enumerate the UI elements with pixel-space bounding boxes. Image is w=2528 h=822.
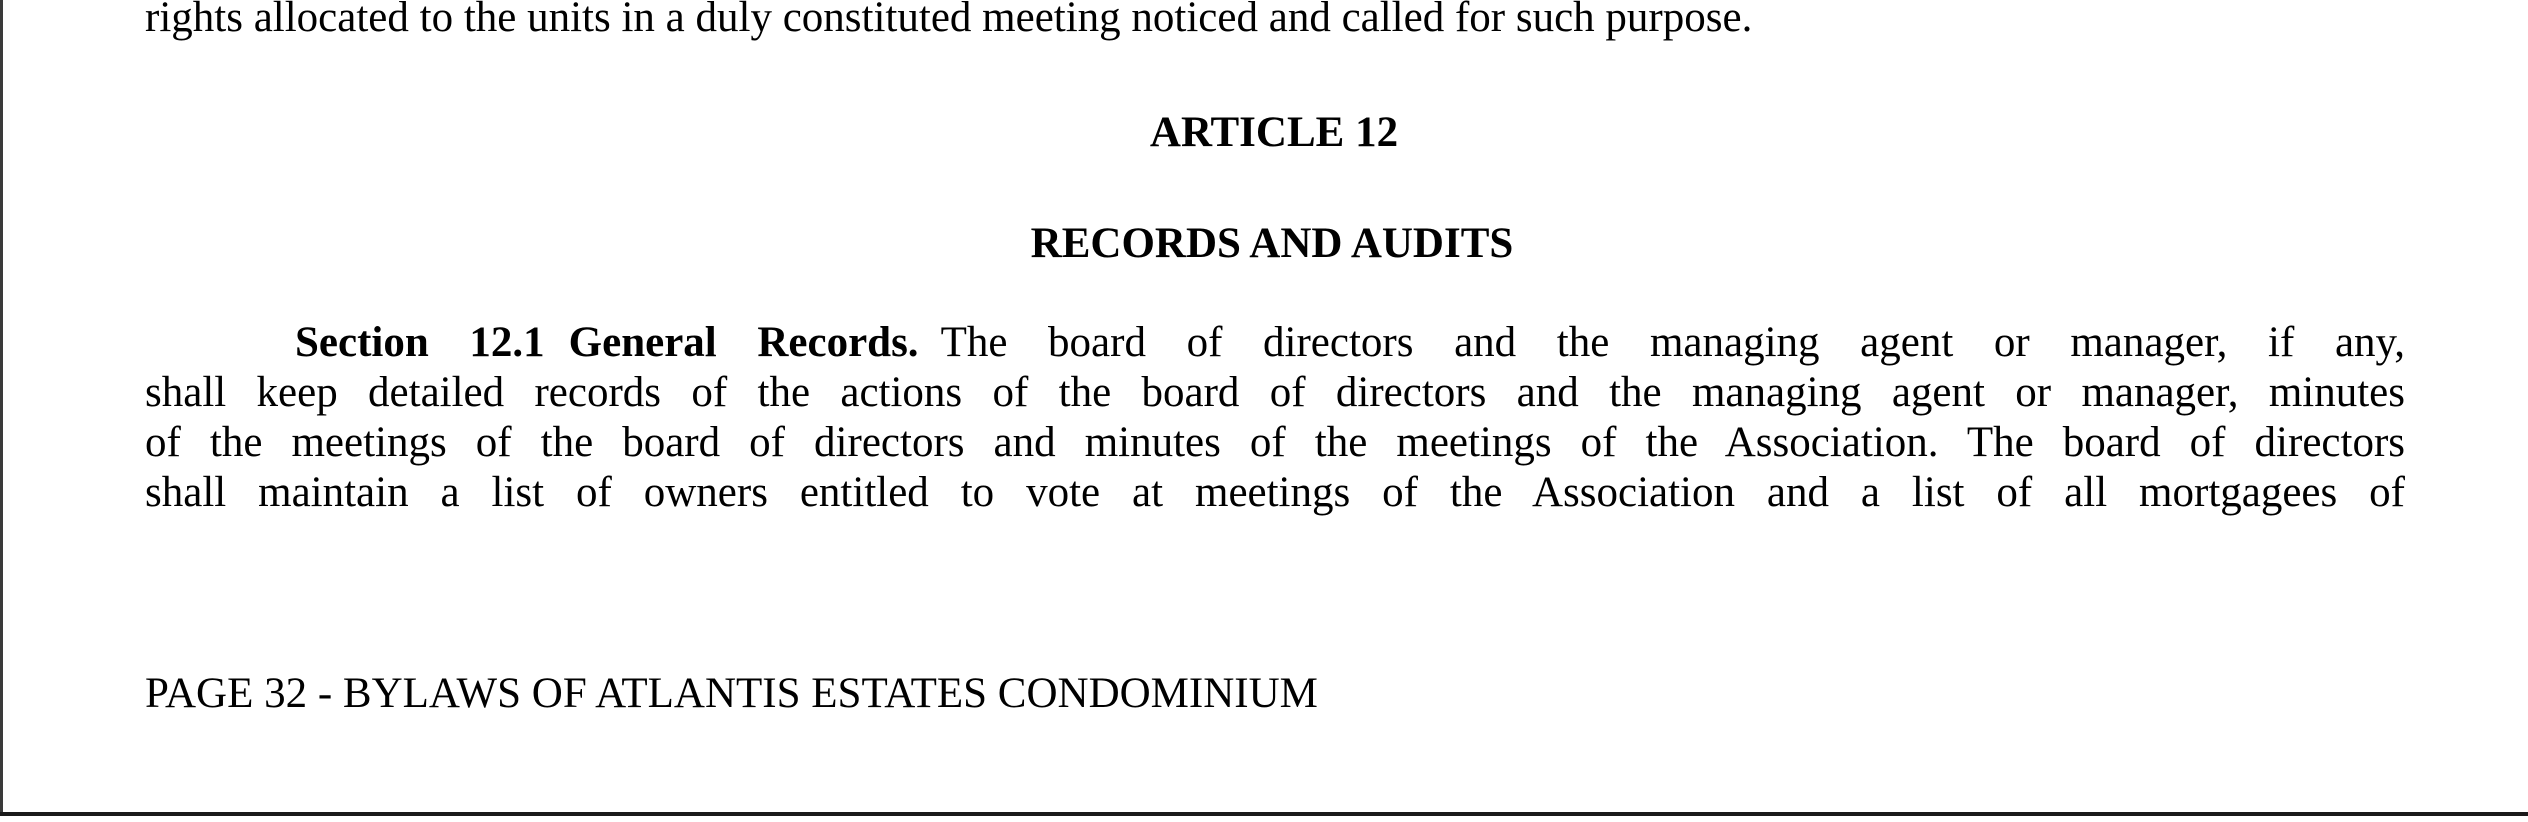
- section-title: General Records.: [568, 319, 919, 366]
- article-title: RECORDS AND AUDITS: [1030, 220, 1514, 267]
- page-bottom-edge: [0, 812, 2528, 816]
- section-paragraph: [145, 318, 2405, 518]
- section-number: Section 12.1: [295, 319, 545, 366]
- carryover-text-line: rights allocated to the units in a duly constituted meeting noticed and called for such purpose.: [145, 0, 1753, 41]
- page-footer: PAGE 32 - BYLAWS OF ATLANTIS ESTATES CONDOMINIUM: [145, 670, 1318, 717]
- paragraph-line-4: shall maintain a list of owners entitled to vote at meetings of the Association and a list of all mortgagees of: [145, 469, 2405, 516]
- paragraph-line-3: of the meetings of the board of directors and minutes of the meetings of the Association. The board of directors: [145, 419, 2405, 466]
- paragraph-line-2: shall keep detailed records of the actions of the board of directors and the managing agent or manager, minutes: [145, 369, 2405, 416]
- article-heading: ARTICLE 12: [1149, 109, 1399, 156]
- paragraph-line-1: [145, 318, 2405, 368]
- paragraph-text-line-1: The board of directors and the managing agent or manager, if any,: [940, 319, 2405, 366]
